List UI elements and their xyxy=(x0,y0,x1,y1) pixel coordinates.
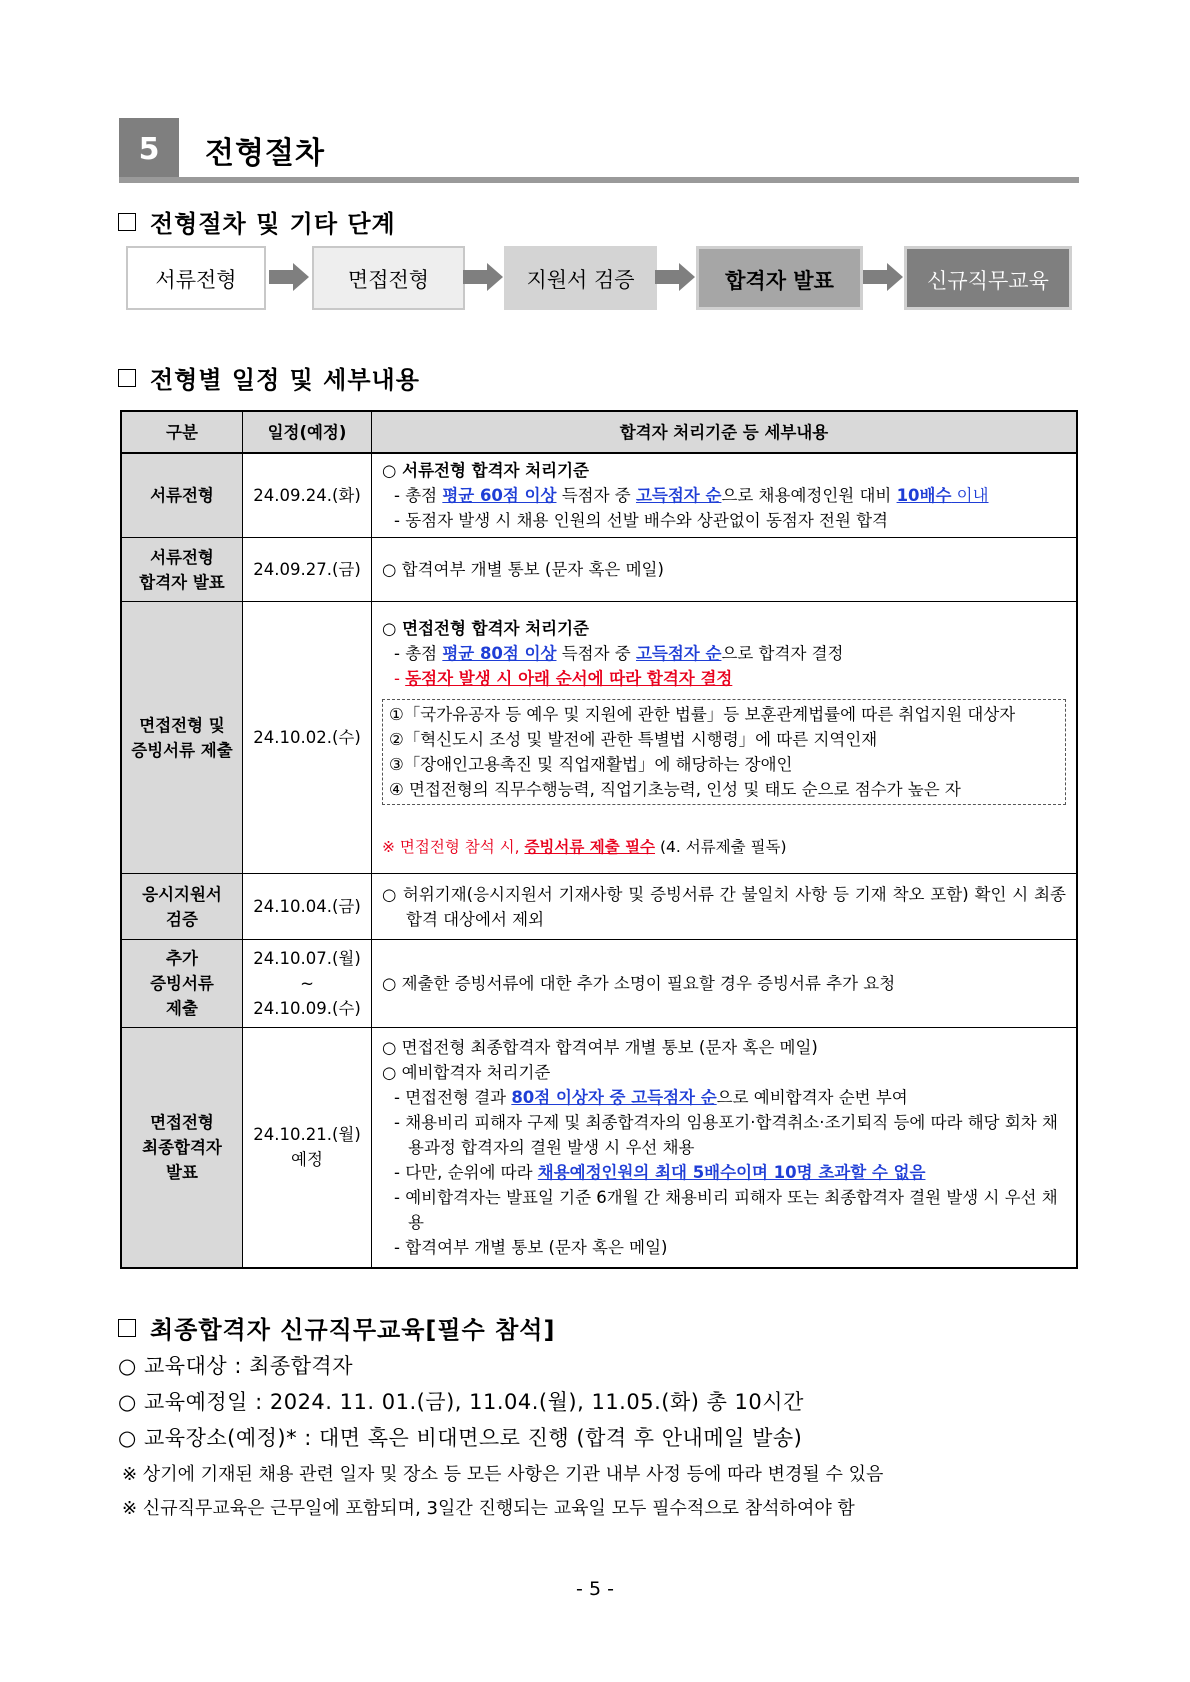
row-category xyxy=(121,940,243,1028)
flow-step-announcement: 합격자 발표 xyxy=(696,246,863,310)
detail-line: ○ 면접전형 최종합격자 합격여부 개별 통보 (문자 혹은 메일) xyxy=(382,1037,818,1057)
text-run: - 면접전형 결과 xyxy=(394,1087,512,1107)
detail-line: ○ 예비합격자 처리기준 xyxy=(382,1062,551,1082)
edu-note: ※ 신규직무교육은 근무일에 포함되며, 3일간 진행되는 교육일 모두 필수적으로 참석하여야 함 xyxy=(122,1498,855,1519)
row-details xyxy=(372,940,1078,1028)
subsection-title-process xyxy=(118,204,396,239)
highlight-within: 이내 xyxy=(951,486,989,505)
row-date xyxy=(243,940,372,1028)
detail-heading: ○ 서류전형 합격자 처리기준 xyxy=(382,461,589,480)
detail-line: - 예비합격자는 발표일 기준 6개월 간 채용비리 피해자 또는 최종합격자 결원 발생 시 우선 채용 xyxy=(394,1187,1058,1232)
row-date xyxy=(243,1028,372,1268)
detail-line xyxy=(382,641,1066,666)
category-line: 최종합격자 xyxy=(142,1137,222,1157)
header-details: 합격자 처리기준 등 세부내용 xyxy=(372,411,1078,453)
text-run: 으로 예비합격자 순번 부여 xyxy=(716,1087,908,1107)
highlight-order: 고득점자 순 xyxy=(635,643,722,663)
spacer xyxy=(382,813,1066,835)
category-line: 서류전형 xyxy=(150,547,214,567)
subsection-title-text: 최종합격자 신규직무교육[필수 참석] xyxy=(150,1316,556,1344)
row-date: 24.10.04.(금) xyxy=(243,874,372,940)
row-date: 24.09.24.(화) xyxy=(243,453,372,538)
subsection-title-schedule xyxy=(118,360,420,395)
row-date: 24.10.02.(수) xyxy=(243,602,372,874)
row-details xyxy=(372,1028,1078,1268)
header-date: 일정(예정) xyxy=(243,411,372,453)
text-run: ※ 면접전형 참석 시, xyxy=(382,837,525,856)
section-title: 전형절차 xyxy=(205,136,325,171)
detail-line xyxy=(382,666,1066,691)
row-category xyxy=(121,538,243,602)
arrow-right-icon xyxy=(269,260,309,294)
table-row xyxy=(121,453,1077,538)
priority-item: ④ 면접전형의 직무수행능력, 직업기초능력, 인성 및 태도 순으로 점수가 높은 자 xyxy=(389,779,961,799)
edu-date: ○ 교육예정일 : 2024. 11. 01.(금), 11.04.(월), 11.05.(화) 총 10시간 xyxy=(118,1390,804,1414)
detail-line xyxy=(382,1085,1066,1110)
schedule-table xyxy=(120,410,1078,1269)
row-details xyxy=(372,538,1078,602)
detail-note xyxy=(382,835,1066,860)
detail-line: ○ 허위기재(응시지원서 기재사항 및 증빙서류 간 불일치 사항 등 기재 착오 포함) 확인 시 최종합격 대상에서 제외 xyxy=(382,884,1066,929)
date-line: 24.10.07.(월) xyxy=(253,949,361,968)
detail-line xyxy=(382,483,1066,508)
text-run: - xyxy=(394,668,406,688)
checkbox-square-icon xyxy=(118,213,136,231)
detail-heading: ○ 면접전형 합격자 처리기준 xyxy=(382,618,589,638)
flow-step-verification: 지원서 검증 xyxy=(504,246,657,310)
priority-item: ②「혁신도시 조성 및 발전에 관한 특별법 시행령」에 따른 지역인재 xyxy=(389,729,878,749)
section-number: 5 xyxy=(119,118,179,181)
detail-line: - 채용비리 피해자 구제 및 최종합격자의 임용포기·합격취소·조기퇴직 등에 따라 해당 회차 채용과정 합격자의 결원 발생 시 우선 채용 xyxy=(394,1112,1058,1157)
table-header-row xyxy=(121,411,1077,453)
category-line: 검증 xyxy=(166,909,198,929)
category-line: 증빙서류 xyxy=(150,974,214,993)
process-flow xyxy=(126,246,1072,314)
category-line: 면접전형 및 xyxy=(139,715,225,735)
category-line: 발표 xyxy=(166,1162,198,1182)
category-line: 제출 xyxy=(166,999,198,1018)
subsection-title-training xyxy=(118,1310,555,1345)
tie-priority-box xyxy=(382,699,1066,805)
row-category xyxy=(121,874,243,940)
arrow-right-icon xyxy=(463,260,503,294)
date-line: 24.10.09.(수) xyxy=(253,999,361,1018)
highlight-order: 고득점자 순 xyxy=(635,486,722,505)
date-line: ~ xyxy=(300,974,314,993)
category-line: 추가 xyxy=(166,949,198,968)
highlight-multiple: 10배수 xyxy=(896,486,952,505)
highlight-tie-rule: 동점자 발생 시 아래 순서에 따라 합격자 결정 xyxy=(405,668,733,688)
row-category xyxy=(121,602,243,874)
text-run: - 다만, 순위에 따라 xyxy=(394,1162,538,1182)
highlight-score: 평균 60점 이상 xyxy=(442,486,557,505)
subsection-title-text: 전형별 일정 및 세부내용 xyxy=(150,366,420,394)
row-category: 서류전형 xyxy=(121,453,243,538)
row-details xyxy=(372,453,1078,538)
category-line: 응시지원서 xyxy=(142,884,222,904)
flow-step-document: 서류전형 xyxy=(126,246,266,310)
table-row xyxy=(121,874,1077,940)
highlight-score: 평균 80점 이상 xyxy=(442,643,557,663)
text-run: - 총점 xyxy=(394,486,443,505)
detail-line: ○ 합격여부 개별 통보 (문자 혹은 메일) xyxy=(382,560,664,579)
row-details xyxy=(372,602,1078,874)
detail-line xyxy=(382,1160,1066,1185)
highlight-required: 증빙서류 제출 필수 xyxy=(524,837,656,856)
category-line: 면접전형 xyxy=(150,1112,214,1132)
arrow-right-icon xyxy=(863,260,903,294)
table-row xyxy=(121,602,1077,874)
subsection-title-text: 전형절차 및 기타 단계 xyxy=(150,210,396,238)
category-line: 합격자 발표 xyxy=(139,572,225,592)
table-row xyxy=(121,940,1077,1028)
detail-line: - 합격여부 개별 통보 (문자 혹은 메일) xyxy=(394,1237,668,1257)
row-details xyxy=(372,874,1078,940)
text-run: 득점자 중 xyxy=(556,486,636,505)
priority-item: ①「국가유공자 등 예우 및 지원에 관한 법률」등 보훈관계법률에 따른 취업지원 대상자 xyxy=(389,704,1016,724)
row-category xyxy=(121,1028,243,1268)
section-header xyxy=(119,118,1079,183)
page-number: - 5 - xyxy=(576,1578,614,1600)
text-run: (4. 서류제출 필독) xyxy=(655,837,787,856)
highlight-reserve-limit: 채용예정인원의 최대 5배수이며 10명 초과할 수 없음 xyxy=(537,1162,926,1182)
arrow-right-icon xyxy=(655,260,695,294)
table-row xyxy=(121,538,1077,602)
checkbox-square-icon xyxy=(118,1319,136,1337)
flow-step-training: 신규직무교육 xyxy=(904,246,1072,310)
table-row xyxy=(121,1028,1077,1268)
priority-item: ③「장애인고용촉진 및 직업재활법」에 해당하는 장애인 xyxy=(389,754,793,774)
edu-note: ※ 상기에 기재된 채용 관련 일자 및 장소 등 모든 사항은 기관 내부 사정 등에 따라 변경될 수 있음 xyxy=(122,1464,884,1485)
text-run: 으로 합격자 결정 xyxy=(721,643,844,663)
detail-line: ○ 제출한 증빙서류에 대한 추가 소명이 필요할 경우 증빙서류 추가 요청 xyxy=(382,974,896,993)
flow-step-interview: 면접전형 xyxy=(312,246,465,310)
text-run: - 총점 xyxy=(394,643,443,663)
highlight-reserve-order: 80점 이상자 중 고득점자 순 xyxy=(511,1087,717,1107)
text-run: 으로 채용예정인원 대비 xyxy=(721,486,897,505)
detail-line: - 동점자 발생 시 채용 인원의 선발 배수와 상관없이 동점자 전원 합격 xyxy=(394,511,889,530)
section-underline xyxy=(119,177,1079,183)
header-category: 구분 xyxy=(121,411,243,453)
checkbox-square-icon xyxy=(118,369,136,387)
category-line: 증빙서류 제출 xyxy=(131,740,233,760)
date-line: 예정 xyxy=(291,1150,323,1170)
edu-target: ○ 교육대상 : 최종합격자 xyxy=(118,1354,353,1378)
row-date: 24.09.27.(금) xyxy=(243,538,372,602)
date-line: 24.10.21.(월) xyxy=(253,1125,361,1145)
edu-place: ○ 교육장소(예정)* : 대면 혹은 비대면으로 진행 (합격 후 안내메일 발송) xyxy=(118,1426,803,1450)
text-run: 득점자 중 xyxy=(556,643,636,663)
